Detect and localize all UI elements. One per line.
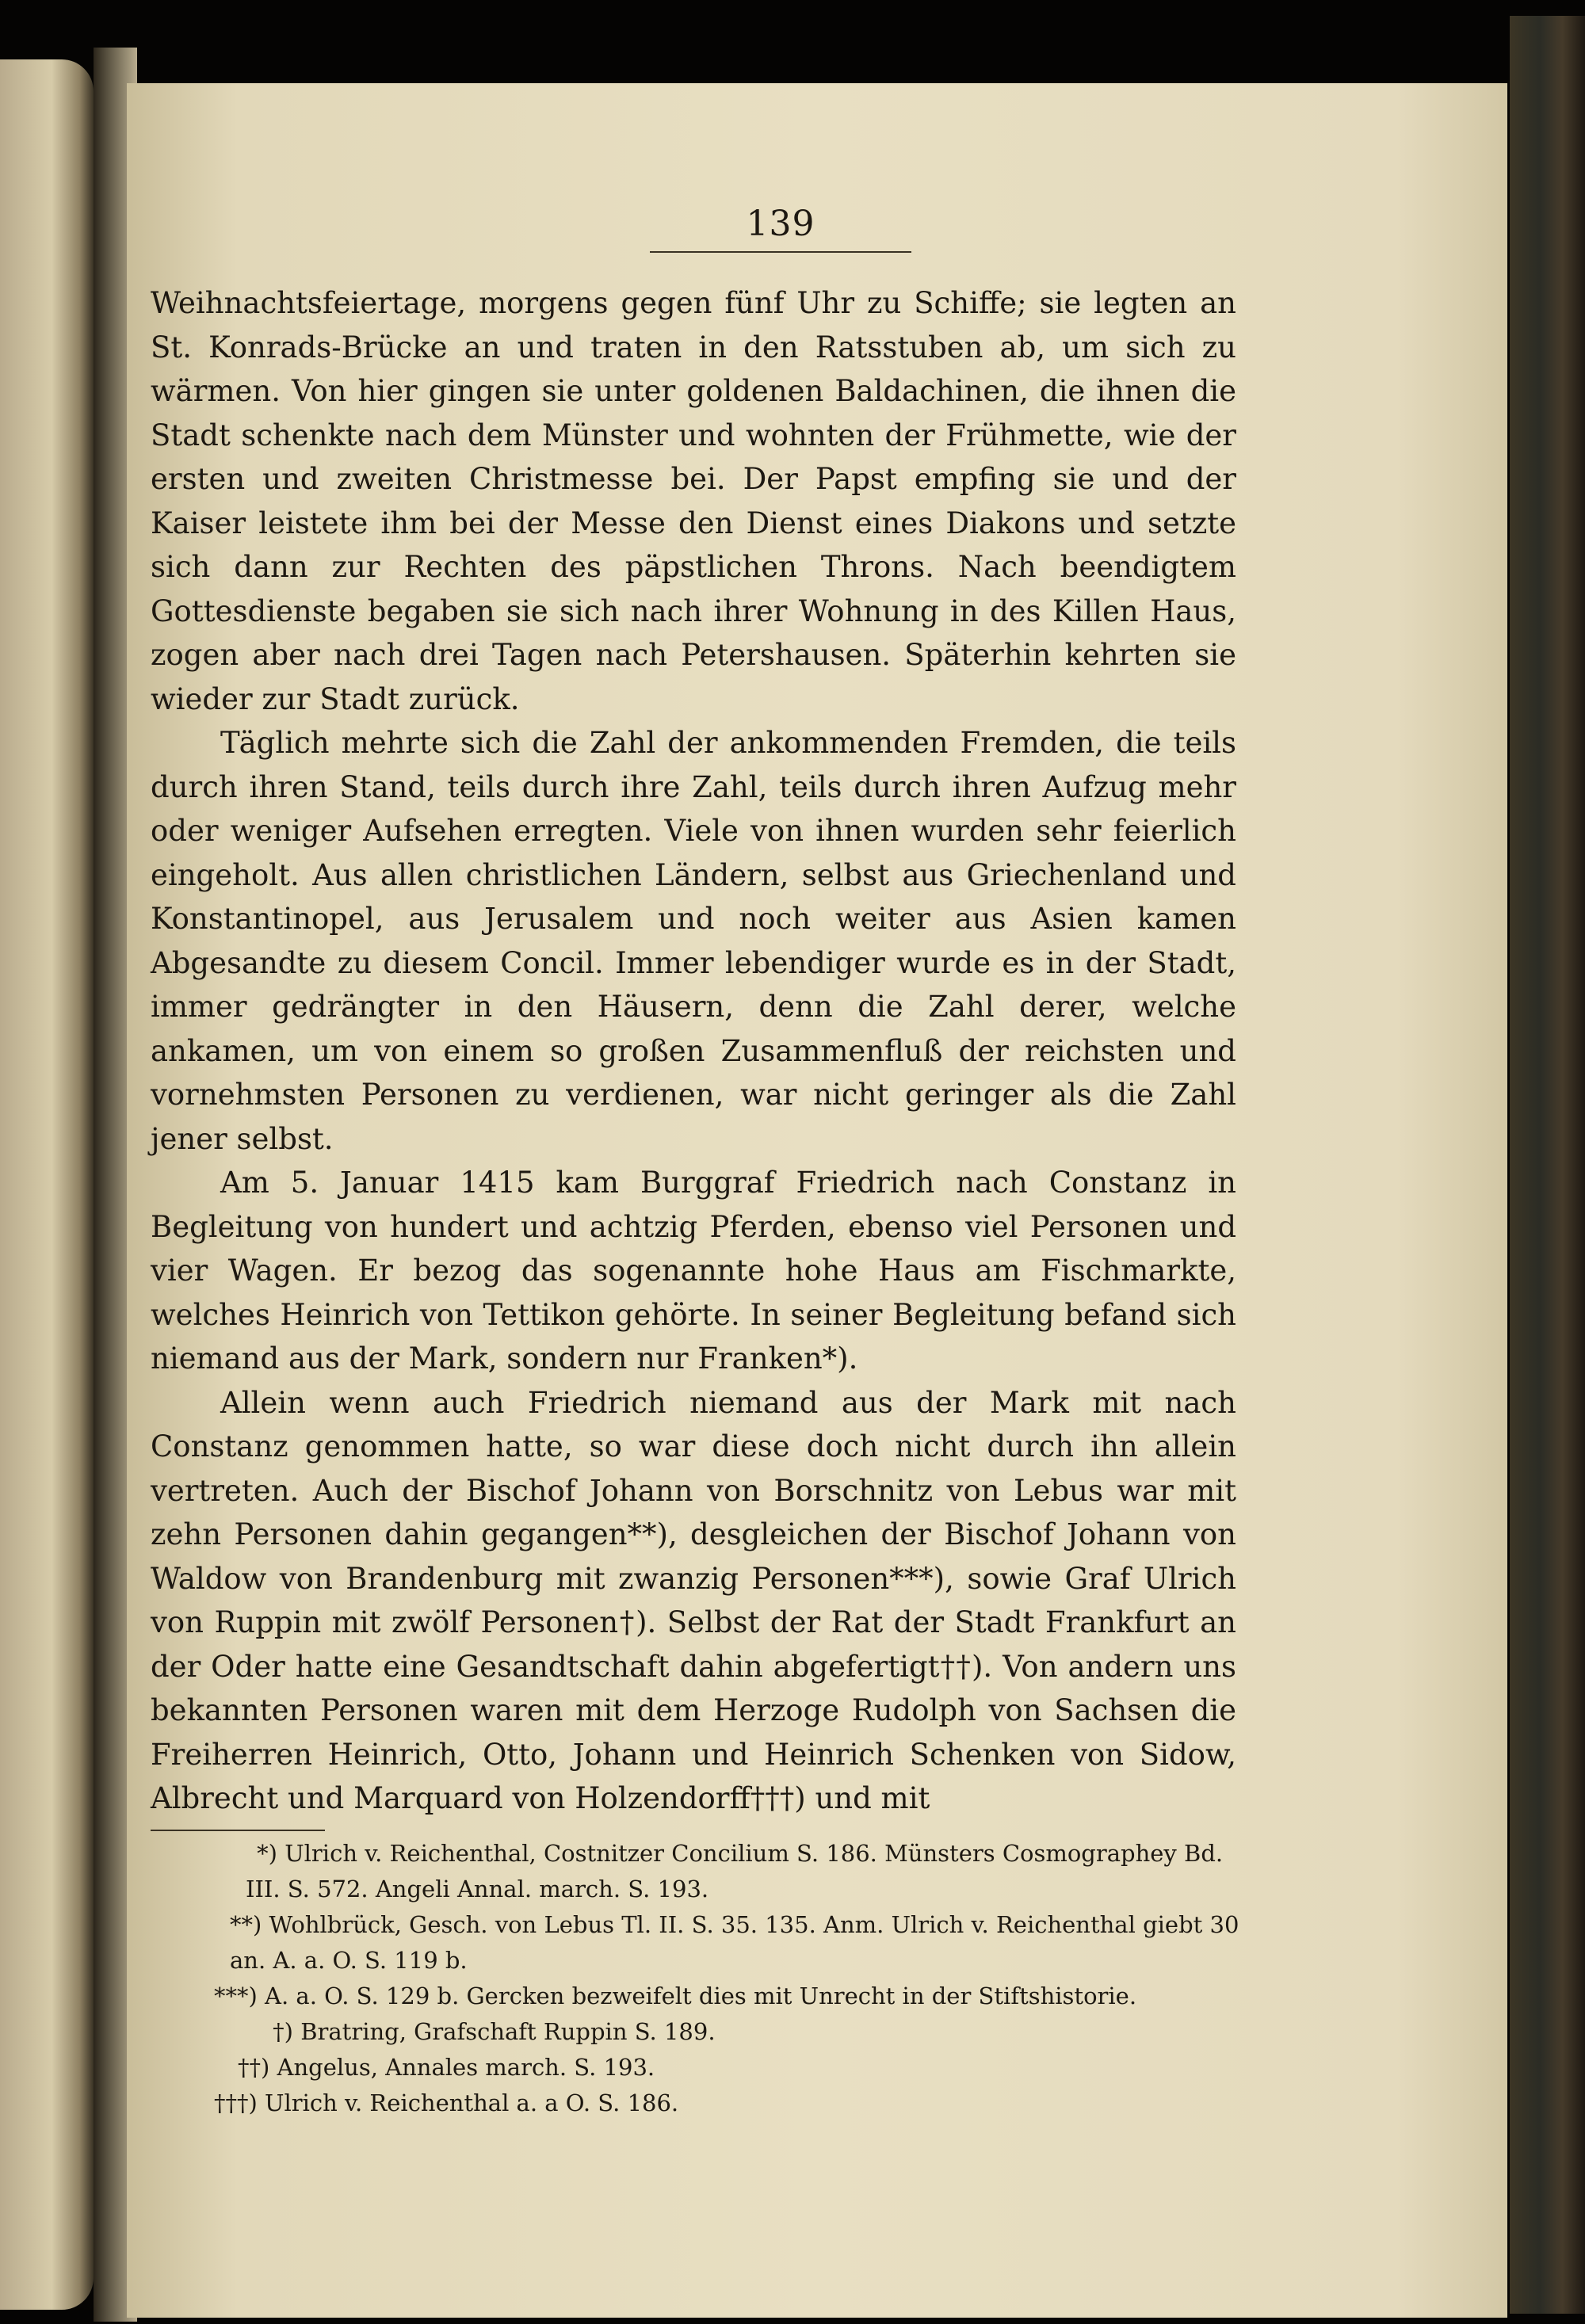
footnote <box>151 1979 1260 2014</box>
footnote-text: Bratring, Grafschaft Ruppin S. 189. <box>300 2018 716 2045</box>
footnote-mark: †) <box>273 2018 293 2045</box>
book-page <box>127 83 1507 2318</box>
paragraph: Allein wenn auch Friedrich niemand aus der Mark mit nach Constanz genommen hatte, so war diese doch nicht durch ihn allein vertreten. Auch der Bischof Johann von Borschnitz von Lebus war mit zehn Personen dahin gegangen**), desgleichen der Bischof Johann von Waldow von Brandenburg mit zwanzig Personen***), sowie Graf Ulrich von Ruppin mit zwölf Personen†). Selbst der Rat der Stadt Frankfurt an der Oder hatte eine Gesandtschaft dahin abgefertigt††). Von andern uns bekannten Personen waren mit dem Herzoge Rudolph von Sachsen die Freiherren Heinrich, Otto, Johann und Heinrich Schenken von Sidow, Albrecht und Marquard von Holzendorff†††) und mit <box>151 1385 1236 1815</box>
page-number: 139 <box>746 204 815 244</box>
footnote-mark: ***) <box>214 1982 258 2009</box>
footnotes <box>151 1836 1260 2121</box>
body-text <box>151 281 1236 1821</box>
page-number-rule <box>650 251 911 253</box>
footnote-text: Angelus, Annales march. S. 193. <box>277 2054 655 2081</box>
paragraph: Weihnachtsfeiertage, morgens gegen fünf Uhr zu Schiffe; sie legten an St. Konrads-Brücke an und traten in den Ratsstuben ab, um sich zu wärmen. Von hier gingen sie unter goldenen Baldachinen, die ihnen die Stadt schenkte nach dem Münster und wohnten der Frühmette, wie der ersten und zweiten Christmesse bei. Der Papst empfing sie und der Kaiser leistete ihm bei der Messe den Dienst eines Diakons und setzte sich dann zur Rechten des päpstlichen Throns. Nach beendigtem Gottesdienste begaben sie sich nach ihrer Wohnung in des Killen Haus, zogen aber nach drei Tagen nach Petershausen. Späterhin kehrten sie wieder zur Stadt zurück. <box>151 286 1236 716</box>
footnote-mark: ††) <box>238 2054 270 2081</box>
footnote <box>151 1907 1260 1979</box>
footnote-text: Ulrich v. Reichenthal, Costnitzer Concilium S. 186. Münsters Cosmographey Bd. III. S. 572. Angeli Annal. march. S. 193. <box>246 1840 1224 1902</box>
footnote-mark: *) <box>257 1840 277 1867</box>
footnote-text: Wohlbrück, Gesch. von Lebus Tl. II. S. 35. 135. Anm. Ulrich v. Reichenthal giebt 30 an. A. a. O. S. 119 b. <box>230 1911 1239 1974</box>
footnote <box>151 2085 1260 2121</box>
footnote-text: Ulrich v. Reichenthal a. a O. S. 186. <box>265 2089 679 2116</box>
footnote-mark: **) <box>230 1911 262 1938</box>
footnote-text: A. a. O. S. 129 b. Gercken bezweifelt dies mit Unrecht in der Stiftshistorie. <box>265 1982 1137 2009</box>
footnote <box>151 1836 1260 1907</box>
book-cover-edge <box>1510 16 1585 2314</box>
facing-page-edge <box>0 59 94 2310</box>
paragraph: Täglich mehrte sich die Zahl der ankommenden Fremden, die teils durch ihren Stand, teils durch ihre Zahl, teils durch ihren Aufzug mehr oder weniger Aufsehen erregten. Viele von ihnen wurden sehr feierlich eingeholt. Aus allen christlichen Ländern, selbst aus Griechenland und Konstantinopel, aus Jerusalem und noch weiter aus Asien kamen Abgesandte zu diesem Concil. Immer lebendiger wurde es in der Stadt, immer gedrängter in den Häusern, denn die Zahl derer, welche ankamen, um von einem so großen Zusammenfluß der reichsten und vornehmsten Personen zu verdienen, war nicht geringer als die Zahl jener selbst. <box>151 726 1236 1156</box>
footnote-mark: †††) <box>214 2089 258 2116</box>
paragraph: Am 5. Januar 1415 kam Burggraf Friedrich nach Constanz in Begleitung von hundert und achtzig Pferden, ebenso viel Personen und vier Wagen. Er bezog das sogenannte hohe Haus am Fischmarkte, welches Heinrich von Tettikon gehörte. In seiner Begleitung befand sich niemand aus der Mark, sondern nur Franken*). <box>151 1166 1236 1376</box>
footnote <box>151 2050 1260 2085</box>
footnote <box>151 2014 1260 2050</box>
footnote-separator <box>151 1830 325 1831</box>
